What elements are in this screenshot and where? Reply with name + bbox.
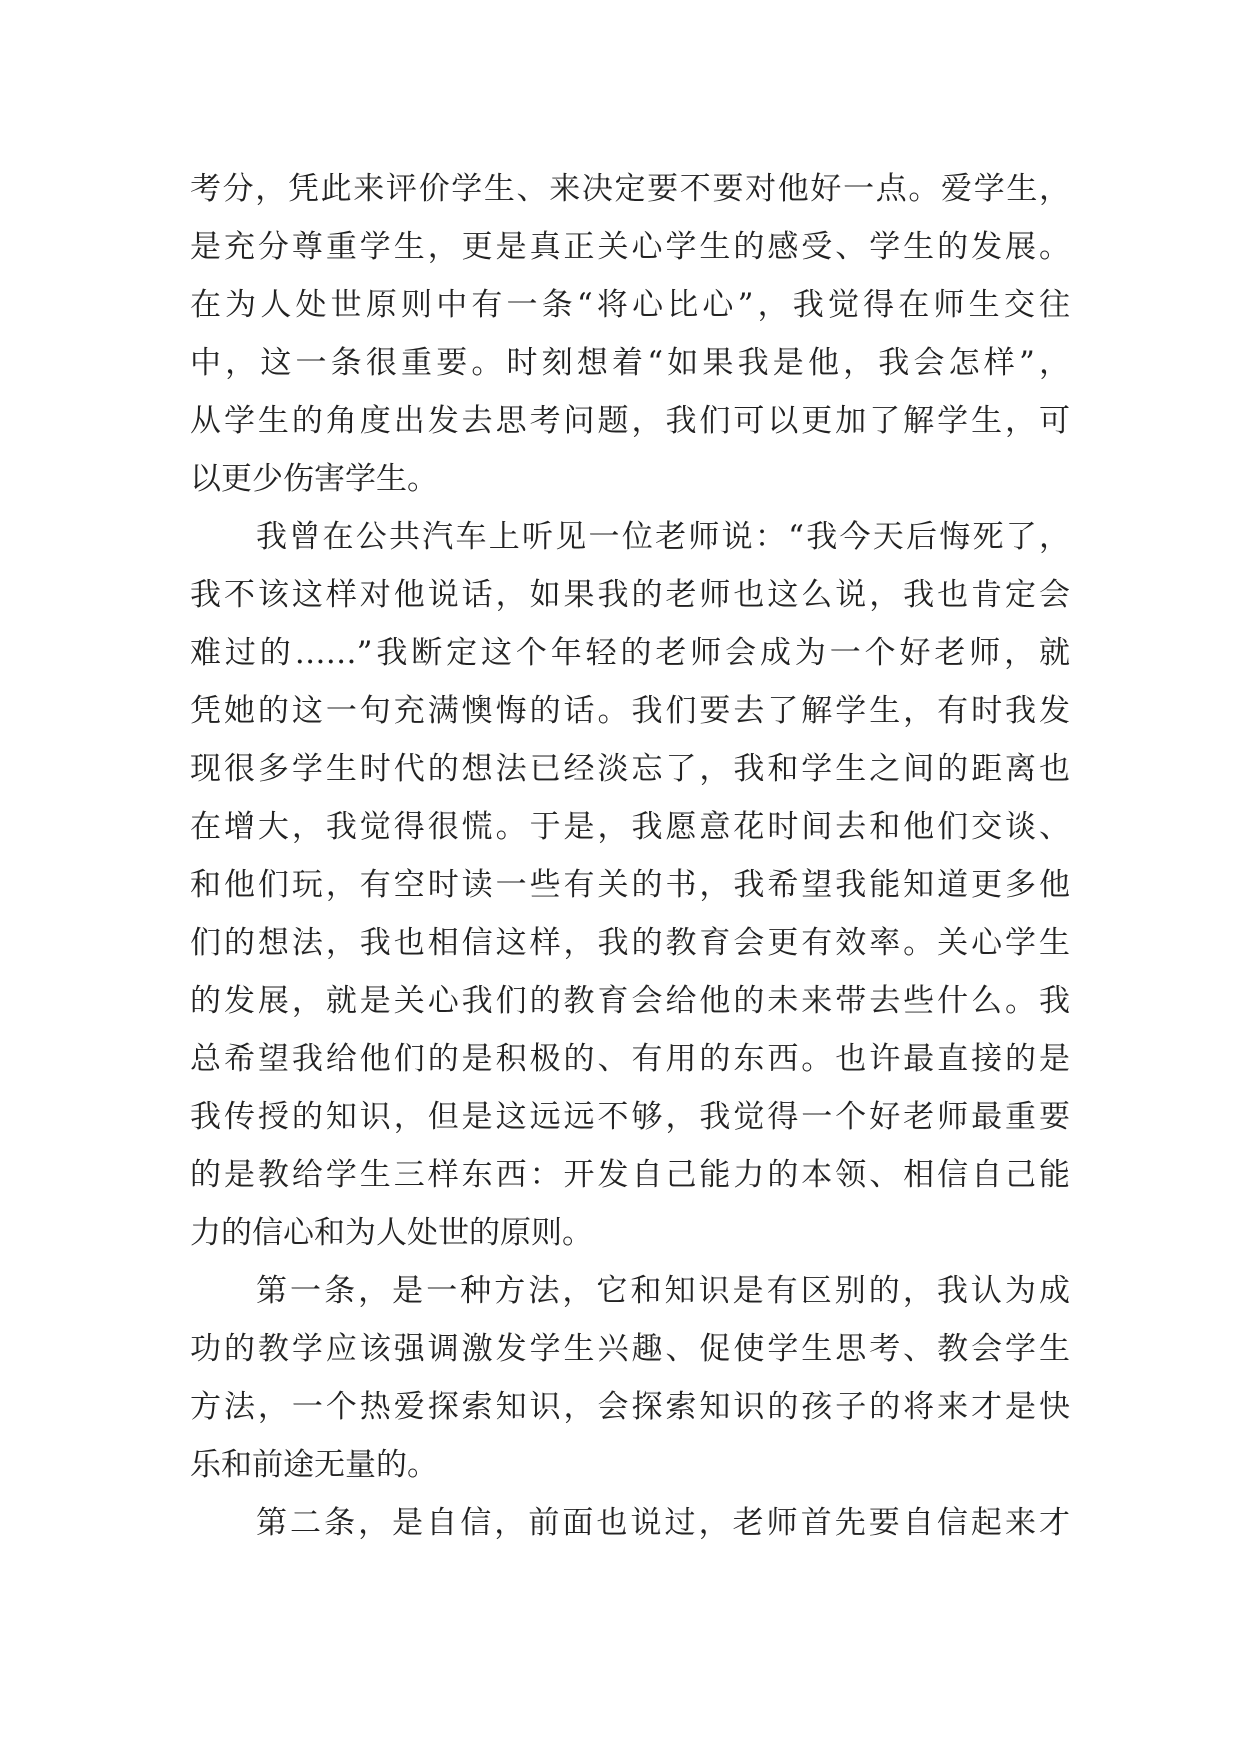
text-line: 难过的……”我断定这个年轻的老师会成为一个好老师，就 xyxy=(190,635,1070,671)
text-line: 中，这一条很重要。时刻想着“如果我是他，我会怎样”， xyxy=(190,345,1070,381)
text-line: 总希望我给他们的是积极的、有用的东西。也许最直接的是 xyxy=(190,1041,1070,1077)
text-line: 凭她的这一句充满懊悔的话。我们要去了解学生，有时我发 xyxy=(190,693,1070,729)
text-line: 和他们玩，有空时读一些有关的书，我希望我能知道更多他 xyxy=(190,867,1070,903)
text-line: 乐和前途无量的。 xyxy=(190,1447,438,1483)
text-line: 现很多学生时代的想法已经淡忘了，我和学生之间的距离也 xyxy=(190,751,1070,787)
text-line: 是充分尊重学生，更是真正关心学生的感受、学生的发展。 xyxy=(190,229,1070,265)
text-line: 我曾在公共汽车上听见一位老师说：“我今天后悔死了， xyxy=(256,519,1070,555)
text-line: 方法，一个热爱探索知识，会探索知识的孩子的将来才是快 xyxy=(190,1389,1070,1425)
text-line: 从学生的角度出发去思考问题，我们可以更加了解学生，可 xyxy=(190,403,1070,439)
text-line: 我不该这样对他说话，如果我的老师也这么说，我也肯定会 xyxy=(190,577,1070,613)
text-line: 力的信心和为人处世的原则。 xyxy=(190,1215,593,1251)
text-line: 的发展，就是关心我们的教育会给他的未来带去些什么。我 xyxy=(190,983,1070,1019)
text-line: 第二条，是自信，前面也说过，老师首先要自信起来才 xyxy=(256,1505,1070,1541)
paragraph-3 xyxy=(190,1262,1070,1494)
text-line: 第一条，是一种方法，它和知识是有区别的，我认为成 xyxy=(256,1273,1070,1309)
text-line: 在为人处世原则中有一条“将心比心”，我觉得在师生交往 xyxy=(190,287,1070,323)
paragraph-1 xyxy=(190,160,1070,508)
text-line: 考分，凭此来评价学生、来决定要不要对他好一点。爱学生， xyxy=(190,171,1070,207)
paragraph-2 xyxy=(190,508,1070,1262)
text-line: 我传授的知识，但是这远远不够，我觉得一个好老师最重要 xyxy=(190,1099,1070,1135)
text-line: 的是教给学生三样东西：开发自己能力的本领、相信自己能 xyxy=(190,1157,1070,1193)
text-line: 在增大，我觉得很慌。于是，我愿意花时间去和他们交谈、 xyxy=(190,809,1070,845)
document-body xyxy=(190,160,1070,1552)
text-line: 以更少伤害学生。 xyxy=(190,461,438,497)
text-line: 功的教学应该强调激发学生兴趣、促使学生思考、教会学生 xyxy=(190,1331,1070,1367)
text-line: 们的想法，我也相信这样，我的教育会更有效率。关心学生 xyxy=(190,925,1070,961)
paragraph-4 xyxy=(190,1494,1070,1552)
